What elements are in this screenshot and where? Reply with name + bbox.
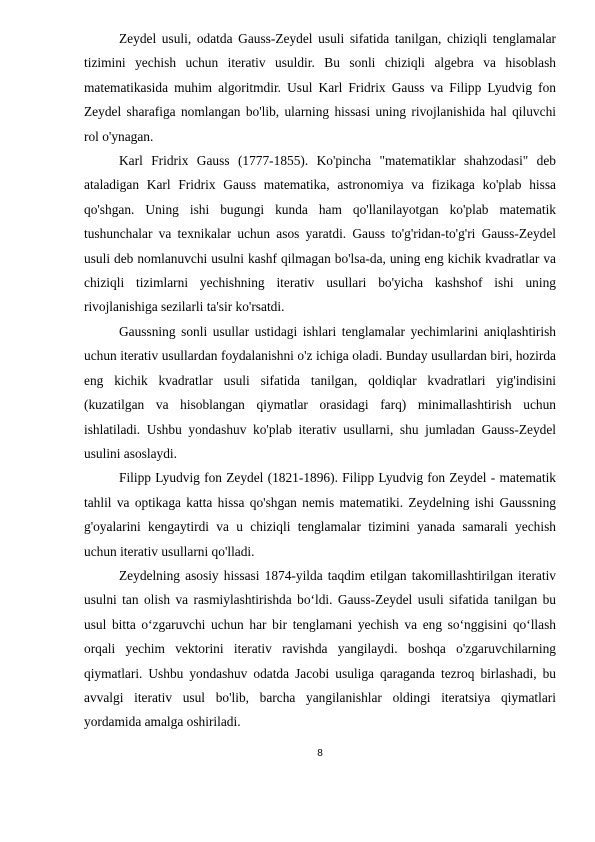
page-number: 8 xyxy=(317,748,323,759)
body-text xyxy=(84,27,556,735)
paragraph-intro: Zeydel usuli, odatda Gauss-Zeydel usuli sifatida tanilgan, chiziqli tenglamalar tizimini yechish uchun iterativ usuldir. Bu sonli chiziqli algebra va hisoblash matematikasida muhim algoritmdir. Usul Karl Fridrix Gauss va Filipp Lyudvig fon Zeydel sharafiga nomlangan bo'lib, ularning hissasi uning rivojlanishida hal qiluvchi rol o'ynagan. xyxy=(84,31,556,144)
paragraph-gauss-methods: Gaussning sonli usullar ustidagi ishlari tenglamalar yechimlarini aniqlashtirish uchun iterativ usullardan foydalanishni o'z ichiga oladi. Bunday usullardan biri, hozirda eng kichik kvadratlar usuli sifatida tanilgan, qoldiqlar kvadratlari yig'indisini (kuzatilgan va hisoblangan qiymatlar orasidagi farq) minimallashtirish uchun ishlatiladi. Ushbu yondashuv ko'plab iterativ usullarni, shu jumladan Gauss-Zeydel usulini asoslaydi. xyxy=(84,323,556,461)
paragraph-seidel-contribution: Zeydelning asosiy hissasi 1874-yilda taqdim etilgan takomillashtirilgan iterativ usulni tan olish va rasmiylashtirishda bo‘ldi. Gauss-Zeydel usuli sifatida tanilgan bu usul bitta o‘zgaruvchi uchun har bir tenglamani yechish va eng so‘nggisini qo‘llash orqali yechim vektorini iterativ ravishda yangilaydi. boshqa o'zgaruvchilarning qiymatlari. Ushbu yondashuv odatda Jacobi usuliga qaraganda tezroq birlashadi, bu avvalgi iterativ usul bo'lib, barcha yangilanishlar oldingi iteratsiya qiymatlari yordamida amalga oshiriladi. xyxy=(84,567,556,730)
paragraph-seidel: Filipp Lyudvig fon Zeydel (1821-1896). Filipp Lyudvig fon Zeydel - matematik tahlil va optikaga katta hissa qo'shgan nemis matematiki. Zeydelning ishi Gaussning g'oyalarini kengaytirdi va u chiziqli tenglamalar tizimini yanada samarali yechish uchun iterativ usullarni qo'lladi. xyxy=(84,470,556,559)
paragraph-gauss: Karl Fridrix Gauss (1777-1855). Ko'pincha "matematiklar shahzodasi" deb ataladigan Karl Fridrix Gauss matematika, astronomiya va fizikaga ko'plab hissa qo'shgan. Uning ishi bugungi kunda ham qo'llanilayotgan ko'plab matematik tushunchalar va texnikalar uchun asos yaratdi. Gauss to'g'ridan-to'g'ri Gauss-Zeydel usuli deb nomlanuvchi usulni kashf qilmagan bo'lsa-da, uning eng kichik kvadratlar va chiziqli tizimlarni yechishning iterativ usullari bo'yicha kashshof ishi uning rivojlanishiga sezilarli ta'sir ko'rsatdi. xyxy=(84,153,556,315)
